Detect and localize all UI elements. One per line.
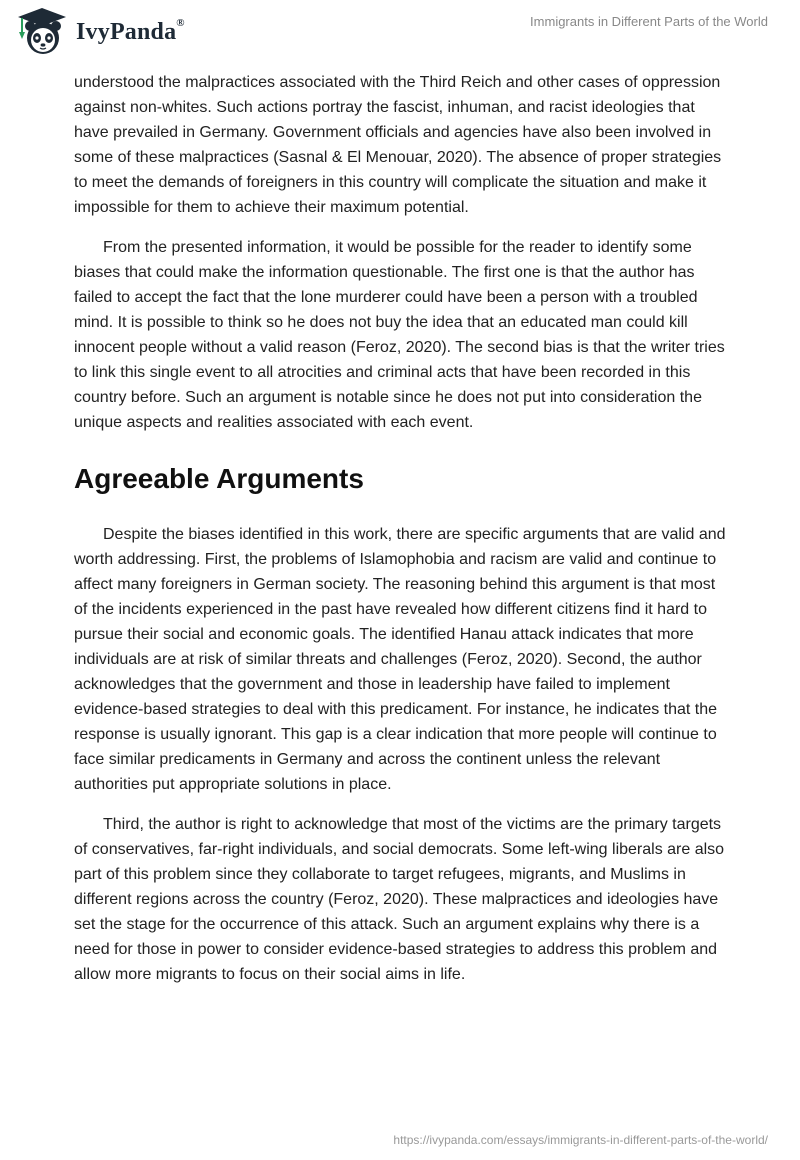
paragraph-biases: From the presented information, it would be possible for the reader to identify some biases that could make the information questionable. The first one is that the author has failed to accept the fact that the lone murderer could have been a person with a troubled mind. It is possible to think so he does not buy the idea that an educated man could kill innocent people without a valid reason (Feroz, 2020). The second bias is that the writer tries to link this single event to all atrocities and criminal acts that have been recorded in this country before. Such an argument is notable since he does not put into consideration the unique aspects and realities associated with each event. (74, 239, 725, 431)
paragraph-continued: understood the malpractices associated with the Third Reich and other cases of oppression against non-whites. Such actions portray the fascist, inhuman, and racist ideologies that have prevailed in Germany. Government officials and agencies have also been involved in some of these malpractices (Sasnal & El Menouar, 2020). The absence of proper strategies to meet the demands of foreigners in this country will complicate the situation and make it impossible for them to achieve their maximum potential. (74, 74, 722, 216)
section-heading: Agreeable Arguments (74, 463, 364, 494)
panda-logo-icon (14, 6, 70, 58)
source-url[interactable]: https://ivypanda.com/essays/immigrants-in-different-parts-of-the-world/ (393, 1133, 768, 1147)
registered-mark: ® (176, 16, 185, 29)
paragraph-agreeable-1: Despite the biases identified in this work, there are specific arguments that are valid and worth addressing. First, the problems of Islamophobia and racism are valid and continue to affect many foreigners in German society. The reasoning behind this argument is that most of the incidents experienced in the past have revealed how different citizens find it hard to pursue their social and economic goals. The identified Hanau attack indicates that more individuals are at risk of similar threats and challenges (Feroz, 2020). Second, the author acknowledges that the government and those in leadership have failed to implement evidence-based strategies to deal with this predicament. For instance, he indicates that the response is usually ignorant. This gap is a clear indication that more people will continue to face similar predicaments in Germany and across the continent unless the relevant authorities put appropriate solutions in place. (74, 526, 726, 793)
page-header (0, 0, 800, 70)
paragraph-agreeable-2: Third, the author is right to acknowledge that most of the victims are the primary targets of conservatives, far-right individuals, and social democrats. Some left-wing liberals are also part of this problem since they collaborate to target refugees, migrants, and Muslims in different regions across the country (Feroz, 2020). These malpractices and ideologies have set the stage for the occurrence of this attack. Such an argument explains why there is a need for those in power to consider evidence-based strategies to address this problem and allow more migrants to focus on their social aims in life. (74, 816, 725, 983)
brand-name: IvyPanda® (76, 16, 185, 45)
document-title: Immigrants in Different Parts of the World (530, 14, 768, 29)
brand-logo[interactable] (14, 6, 185, 58)
essay-body (74, 70, 726, 987)
